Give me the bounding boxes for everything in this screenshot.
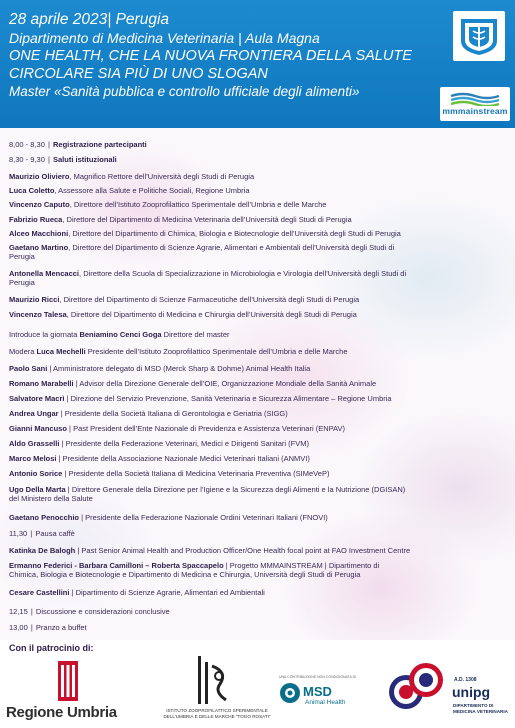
speaker-name: Ermanno Federici - Barbara Camilloni – Roberta Spaccapelo [9, 561, 224, 570]
speaker-row [9, 439, 509, 448]
unipg-year: A.D. 1308 [454, 677, 477, 683]
program-label: Registrazione partecipanti [52, 140, 147, 149]
speaker-name: Luca Coletto [9, 186, 55, 195]
speaker-role: | Past President dell’Ente Nazionale di Previdenza e Assistenza Veterinari (ENPAV) [69, 424, 346, 433]
university-seals-icon [388, 658, 444, 724]
speaker-role: | Dipartimento di Scienze Agrarie, Alimentari ed Ambientali [71, 588, 265, 597]
regione-umbria-emblem-icon [58, 661, 78, 701]
program-item-discussion: 12,15 | Discussione e considerazioni conclusive [9, 607, 170, 616]
speaker-role-continued: Chimica, Biologia e Biotecnologie e Dipartimento di Medicina e Chirurgia, Università degli Studi di Perugia [9, 570, 361, 579]
speaker-row [9, 588, 509, 597]
speaker-name: Gaetano Penocchio [9, 513, 80, 522]
speaker-role: | Direttore Generale della Direzione per l’Igiene e la Sicurezza degli Alimenti e la Nutrizione (DGISAN) [67, 485, 406, 494]
speaker-row [9, 454, 509, 463]
event-title-line-2: CIRCOLARE SIA PIÙ DI UNO SLOGAN [9, 66, 268, 82]
moderator-row [9, 347, 509, 356]
speaker-role: | Presidente della Società Italiana di Gerontologia e Geriatria (SIGG) [60, 409, 288, 418]
speaker-name: Maurizio Ricci [9, 295, 60, 304]
caduceus-shield-icon [457, 15, 501, 57]
greeting-row [9, 310, 509, 319]
speaker-role: | Presidente della Federazione Nazionale Ordini Veterinari Italiani (FNOVI) [81, 513, 328, 522]
speaker-name: Vincenzo Talesa [9, 310, 67, 319]
speaker-role: Presidente dell’Istituto Zooprofilattico Sperimentale dell’Umbria e delle Marche [85, 347, 348, 356]
regione-umbria-wordmark: Regione Umbria [6, 704, 117, 721]
speaker-name: Antonella Mencacci [9, 269, 80, 278]
speaker-name: Gianni Mancuso [9, 424, 67, 433]
izs-logo-icon [192, 654, 232, 706]
speaker-role: , Magnifico Rettore dell’Università degli Studi di Perugia [69, 172, 255, 181]
program-time: 11,30 [9, 529, 28, 538]
program-item-greetings: 8,30 - 9,30 | Saluti istituzionali [9, 155, 117, 164]
program-section [0, 128, 515, 640]
unipg-wordmark: unipg [452, 684, 491, 700]
speaker-role: | Advisor della Direzione Generale dell’OIE, Organizzazione Mondiale della Sanità Animale [75, 379, 377, 388]
speaker-row [9, 485, 509, 503]
msd-subtitle: Animal Health [305, 699, 346, 706]
speaker-name: Luca Mechelli [36, 347, 86, 356]
patronage-label: Con il patrocinio di: [9, 643, 94, 653]
speaker-row [9, 561, 509, 579]
greeting-row [9, 186, 509, 195]
coffee-break-row: 11,30 | Pausa caffè [9, 529, 75, 538]
speaker-name: Andrea Ungar [9, 409, 59, 418]
speaker-role: , Direttore del Dipartimento di Chimica, Biologia e Biotecnologie dell’Università degli Studi di Perugia [68, 229, 401, 238]
waves-icon [449, 92, 501, 106]
speaker-name: Cesare Castellini [9, 588, 70, 597]
program-label: Saluti istituzionali [52, 155, 117, 164]
speaker-name: Fabrizio Rueca [9, 215, 63, 224]
speaker-row [9, 424, 509, 433]
program-time: 8,00 - 8,30 [9, 140, 45, 149]
unipg-department-caption: DIPARTIMENTO DI MEDICINA VETERINARIA [453, 703, 508, 714]
greeting-row [9, 269, 509, 287]
program-time: 13,00 [9, 623, 28, 632]
speaker-role: , Direttore del Dipartimento di Scienze Farmaceutiche dell’Università degli Studi di Perugia [59, 295, 360, 304]
speaker-name: Alceo Macchioni [9, 229, 69, 238]
speaker-row [9, 546, 509, 555]
speaker-role: , Direttore del Dipartimento di Medicina Veterinaria dell’Università degli Studi di Perugia [62, 215, 352, 224]
msd-logo-icon [279, 682, 301, 704]
master-name: Master «Sanità pubblica e controllo ufficiale degli alimenti» [9, 84, 360, 99]
speaker-role: Direttore del master [161, 330, 230, 339]
speaker-role-continued: Perugia [9, 278, 35, 287]
department-logo [453, 11, 505, 61]
speaker-role: | Amministratore delegato di MSD (Merck Sharp & Dohme) Animal Health Italia [49, 364, 311, 373]
event-date: 28 aprile 2023| Perugia [9, 11, 170, 28]
speaker-name: Gaetano Martino [9, 243, 69, 252]
greeting-row [9, 243, 509, 261]
program-item-registration: 8,00 - 8,30 | Registrazione partecipanti [9, 140, 147, 149]
speaker-row [9, 409, 509, 418]
greeting-row [9, 215, 509, 224]
program-label: Discussione e considerazioni conclusive [35, 607, 170, 616]
speaker-name: Paolo Sani [9, 364, 48, 373]
mmmainstream-logo [440, 87, 510, 121]
speaker-name: Ugo Della Marta [9, 485, 66, 494]
speaker-role: | Presidente della Federazione Veterinari, Medici e Dirigenti Sanitari (FVM) [61, 439, 310, 448]
mmmainstream-wordmark: mmmainstream [442, 106, 508, 116]
speaker-role: , Direttore della Scuola di Specializzazione in Microbiologia e Virologia dell’Università degli Studi di [79, 269, 407, 278]
speaker-role: , Direttore del Dipartimento di Scienze Agrarie, Alimentari e Ambientali dell’Università degli Studi di [68, 243, 395, 252]
greeting-row [9, 172, 509, 181]
speaker-role-continued: del Ministero della Salute [9, 494, 93, 503]
speaker-role: | Past Senior Animal Health and Production Officer/One Health focal point at FAO Investment Centre [77, 546, 411, 555]
program-label: Pranzo a buffet [35, 623, 87, 632]
introduction-row [9, 330, 509, 339]
msd-wordmark: MSD [303, 684, 332, 699]
event-venue: Dipartimento di Medicina Veterinaria | Aula Magna [9, 30, 320, 46]
speaker-role-continued: Perugia [9, 252, 35, 261]
speaker-row [9, 394, 509, 403]
izs-caption: ISTITUTO ZOOPROFILATTICO SPERIMENTALE DELL’UMBRIA E DELLE MARCHE “TOGO ROSATI” [163, 708, 271, 719]
speaker-name: Maurizio Oliviero [9, 172, 70, 181]
intro-prefix: Introduce la giornata [9, 330, 80, 339]
speaker-role: | Progetto MMMAINSTREAM | Dipartimento di [225, 561, 380, 570]
event-title-line-1: ONE HEALTH, CHE LA NUOVA FRONTIERA DELLA SALUTE [9, 48, 412, 64]
speaker-row [9, 364, 509, 373]
speaker-role: | Presidente della Società Italiana di Medicina Veterinaria Preventiva (SIMeVeP) [64, 469, 330, 478]
speaker-role: , Assessore alla Salute e Politiche Sociali, Regione Umbria [54, 186, 250, 195]
greeting-row [9, 295, 509, 304]
program-label: Pausa caffè [35, 529, 75, 538]
greeting-row [9, 200, 509, 209]
speaker-role: , Direttore dell’Istituto Zooprofilattico Sperimentale dell’Umbria e delle Marche [69, 200, 327, 209]
speaker-name: Salvatore Macrì [9, 394, 65, 403]
moderator-prefix: Modera [9, 347, 37, 356]
speaker-name: Romano Marabelli [9, 379, 74, 388]
speaker-name: Aldo Grasselli [9, 439, 60, 448]
speaker-name: Marco Melosi [9, 454, 57, 463]
greeting-row [9, 229, 509, 238]
speaker-row [9, 379, 509, 388]
speaker-row [9, 513, 509, 522]
speaker-name: Antonio Sorice [9, 469, 63, 478]
speaker-row [9, 469, 509, 478]
speaker-name: Katinka De Balogh [9, 546, 76, 555]
speaker-role: , Direttore del Dipartimento di Medicina e Chirurgia dell’Università degli Studi di Perugia [66, 310, 357, 319]
header-banner [0, 0, 515, 128]
program-time: 12,15 [9, 607, 28, 616]
speaker-role: | Direzione del Servizio Prevenzione, Sanità Veterinaria e Sicurezza Alimentare – Regione Umbria [66, 394, 392, 403]
program-time: 8,30 - 9,30 [9, 155, 45, 164]
sponsors-footer [0, 640, 515, 728]
speaker-name: Beniamino Cenci Goga [79, 330, 162, 339]
speaker-name: Vincenzo Caputo [9, 200, 70, 209]
speaker-role: | Presidente della Associazione Nazionale Medici Veterinari Italiani (ANMVI) [58, 454, 310, 463]
program-item-lunch: 13,00 | Pranzo a buffet [9, 623, 87, 632]
msd-contribution-caption: UNA CONTRIBUZIONE NON CONDIZIONATA DI [279, 675, 357, 679]
